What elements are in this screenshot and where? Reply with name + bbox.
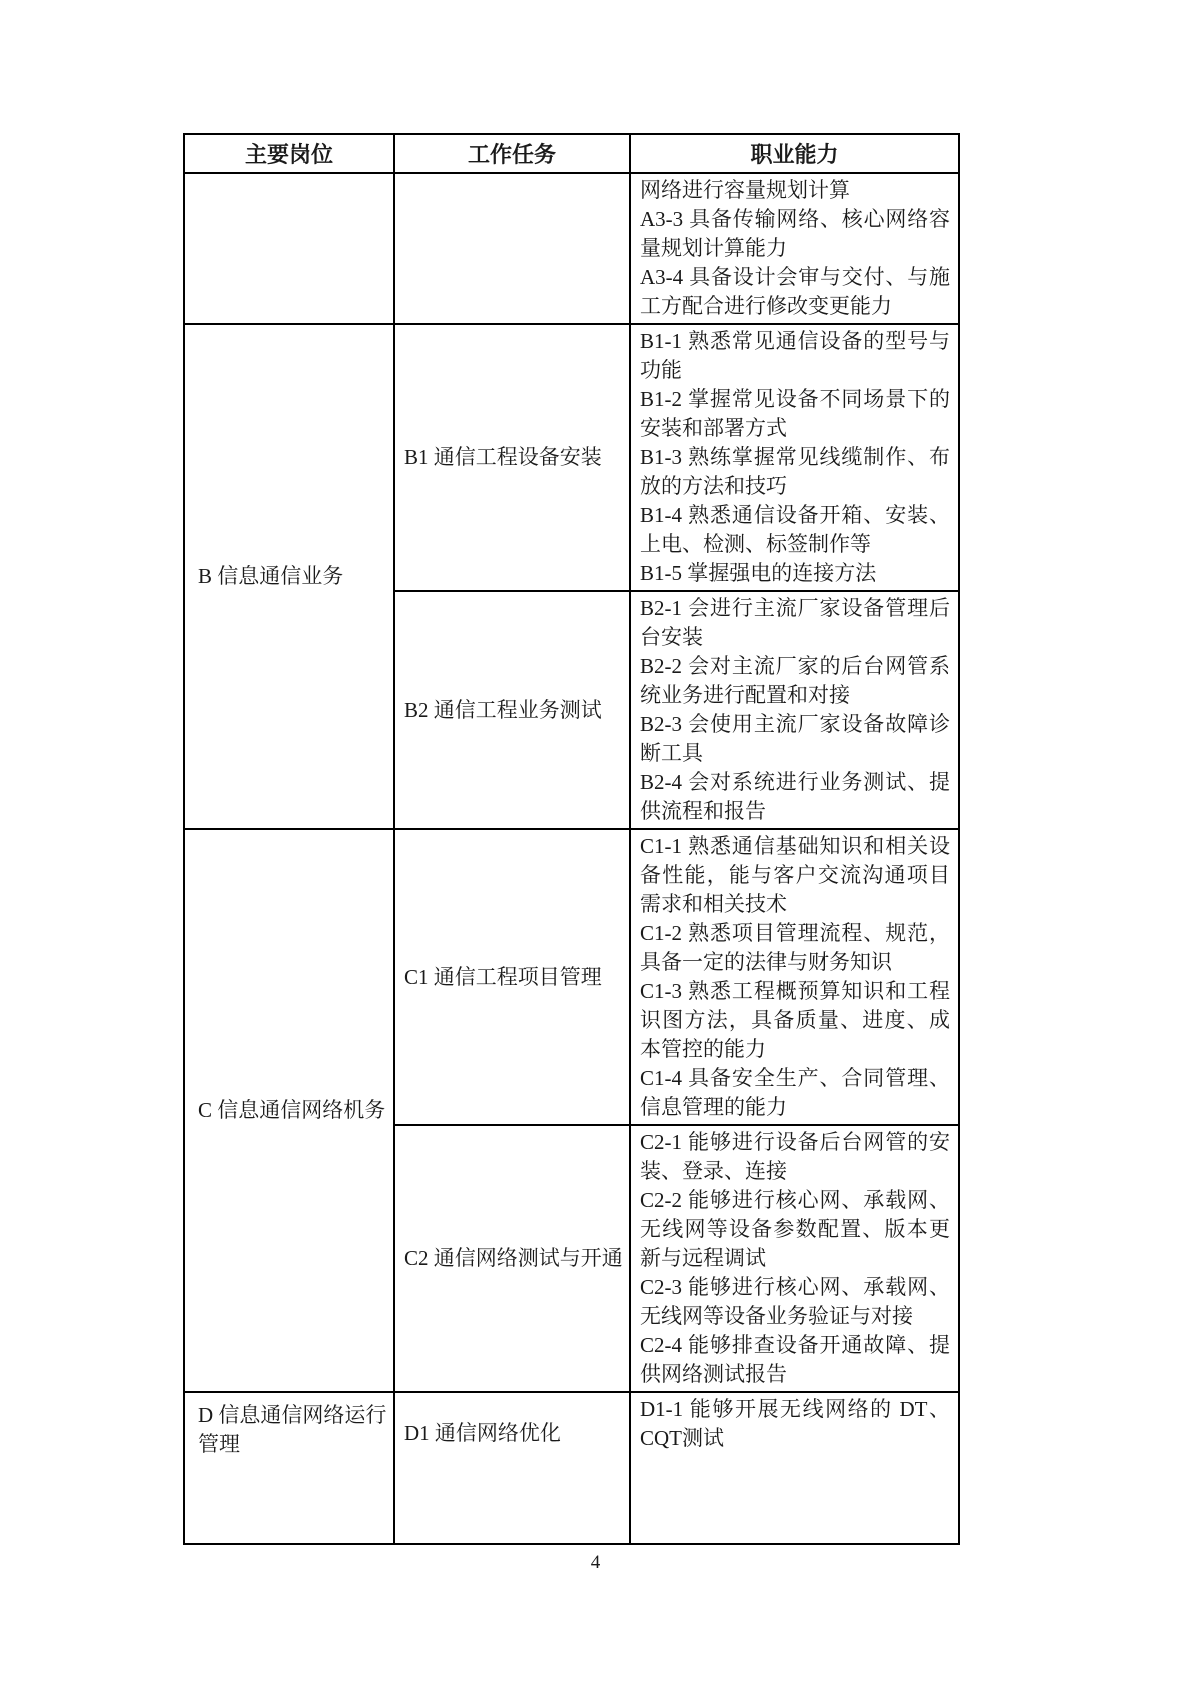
ability-item: B2-3 会使用主流厂家设备故障诊断工具: [640, 712, 950, 765]
task-cell-b2: B2 通信工程业务测试: [394, 591, 630, 829]
table-row-b1: [184, 324, 959, 591]
task-cell-d1: D1 通信网络优化: [394, 1392, 630, 1544]
position-cell-c: C 信息通信网络机务: [184, 829, 394, 1392]
ability-item: B1-4 熟悉通信设备开箱、安装、上电、检测、标签制作等: [640, 503, 950, 556]
position-cell-b: B 信息通信业务: [184, 324, 394, 829]
col-header-main-position: 主要岗位: [184, 134, 394, 173]
ability-cell-b2: [630, 591, 959, 829]
ability-cell-c2: [630, 1125, 959, 1392]
ability-item: B1-2 掌握常见设备不同场景下的安装和部署方式: [640, 387, 950, 440]
ability-item: 网络进行容量规划计算: [640, 178, 850, 202]
ability-item: C2-1 能够进行设备后台网管的安装、登录、连接: [640, 1130, 950, 1183]
ability-cell-a: [630, 173, 959, 324]
ability-item: C2-3 能够进行核心网、承载网、无线网等设备业务验证与对接: [640, 1275, 950, 1328]
ability-item: B2-4 会对系统进行业务测试、提供流程和报告: [640, 770, 950, 823]
table-row-a-continued: [184, 173, 959, 324]
ability-item: C2-4 能够排查设备开通故障、提供网络测试报告: [640, 1333, 950, 1386]
ability-item: C2-2 能够进行核心网、承载网、无线网等设备参数配置、版本更新与远程调试: [640, 1188, 950, 1270]
ability-item: A3-4 具备设计会审与交付、与施工方配合进行修改变更能力: [640, 265, 950, 318]
ability-item: B2-2 会对主流厂家的后台网管系统业务进行配置和对接: [640, 654, 950, 707]
ability-cell-c1: [630, 829, 959, 1125]
position-cell-a: [184, 173, 394, 324]
ability-item: B1-3 熟练掌握常见线缆制作、布放的方法和技巧: [640, 445, 950, 498]
page-number: 4: [590, 1552, 601, 1573]
col-header-professional-ability: 职业能力: [630, 134, 959, 173]
ability-cell-b1: [630, 324, 959, 591]
ability-item: B1-1 熟悉常见通信设备的型号与功能: [640, 329, 950, 382]
table-row-c1: [184, 829, 959, 1125]
task-cell-a: [394, 173, 630, 324]
ability-item: C1-4 具备安全生产、合同管理、信息管理的能力: [640, 1066, 950, 1119]
task-cell-c2: C2 通信网络测试与开通: [394, 1125, 630, 1392]
position-cell-d: D 信息通信网络运行管理: [184, 1392, 394, 1544]
ability-item: B2-1 会进行主流厂家设备管理后台安装: [640, 596, 950, 649]
ability-item: C1-1 熟悉通信基础知识和相关设备性能，能与客户交流沟通项目需求和相关技术: [640, 834, 950, 916]
table-row-d1: [184, 1392, 959, 1544]
header-row: [184, 134, 959, 173]
job-competency-table: [183, 133, 960, 1545]
ability-item: C1-2 熟悉项目管理流程、规范，具备一定的法律与财务知识: [640, 921, 950, 974]
ability-item: A3-3 具备传输网络、核心网络容量规划计算能力: [640, 207, 950, 260]
ability-item: D1-1 能够开展无线网络的 DT、CQT测试: [640, 1397, 950, 1450]
ability-cell-d1: [630, 1392, 959, 1544]
ability-item: C1-3 熟悉工程概预算知识和工程识图方法，具备质量、进度、成本管控的能力: [640, 979, 950, 1061]
ability-item: B1-5 掌握强电的连接方法: [640, 561, 877, 585]
task-cell-c1: C1 通信工程项目管理: [394, 829, 630, 1125]
task-cell-b1: B1 通信工程设备安装: [394, 324, 630, 591]
col-header-work-task: 工作任务: [394, 134, 630, 173]
